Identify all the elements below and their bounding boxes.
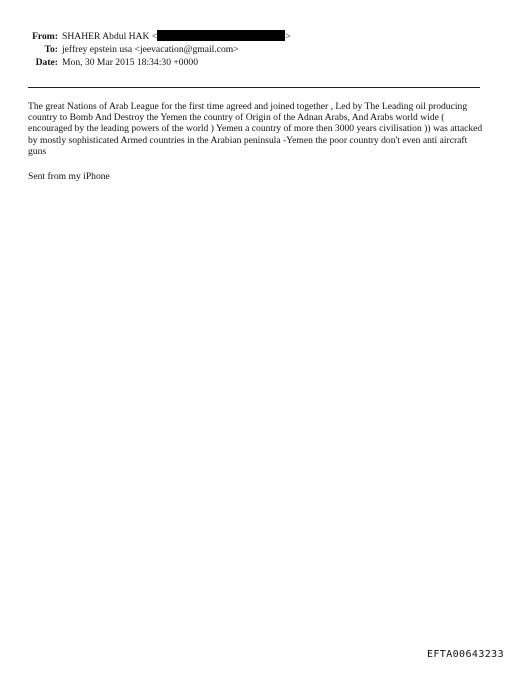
email-signature: Sent from my iPhone [28, 171, 110, 182]
email-body: The great Nations of Arab League for the first time agreed and joined together , Led by The Leading oil producing country to Bomb And Destroy the Yemen the country of Origin of the Adnan Arabs, And Arabs world wide ( encouraged by the leading powers of the world ) Yemen a country of more then 3000 years civilisation )) was attacked by mostly sophisticated Armed countries in the Arabian peninsula -Yemen the poor country don't even anti aircraft guns [28, 101, 483, 157]
bates-number: EFTA00643233 [426, 649, 504, 660]
email-header [0, 30, 512, 69]
from-name: SHAHER Abdul HAK < [62, 31, 158, 42]
from-value [62, 30, 291, 43]
redaction-bar [157, 30, 285, 41]
from-label: From: [32, 31, 58, 42]
to-value: jeffrey epstein usa <jeevacation@gmail.com> [62, 44, 239, 55]
from-close: > [285, 31, 291, 42]
date-label: Date: [35, 57, 58, 68]
date-row [0, 56, 512, 69]
date-value: Mon, 30 Mar 2015 18:34:30 +0000 [62, 57, 198, 68]
to-row [0, 43, 512, 56]
to-label: To: [44, 44, 58, 55]
header-divider [28, 87, 480, 88]
from-row [0, 30, 512, 43]
